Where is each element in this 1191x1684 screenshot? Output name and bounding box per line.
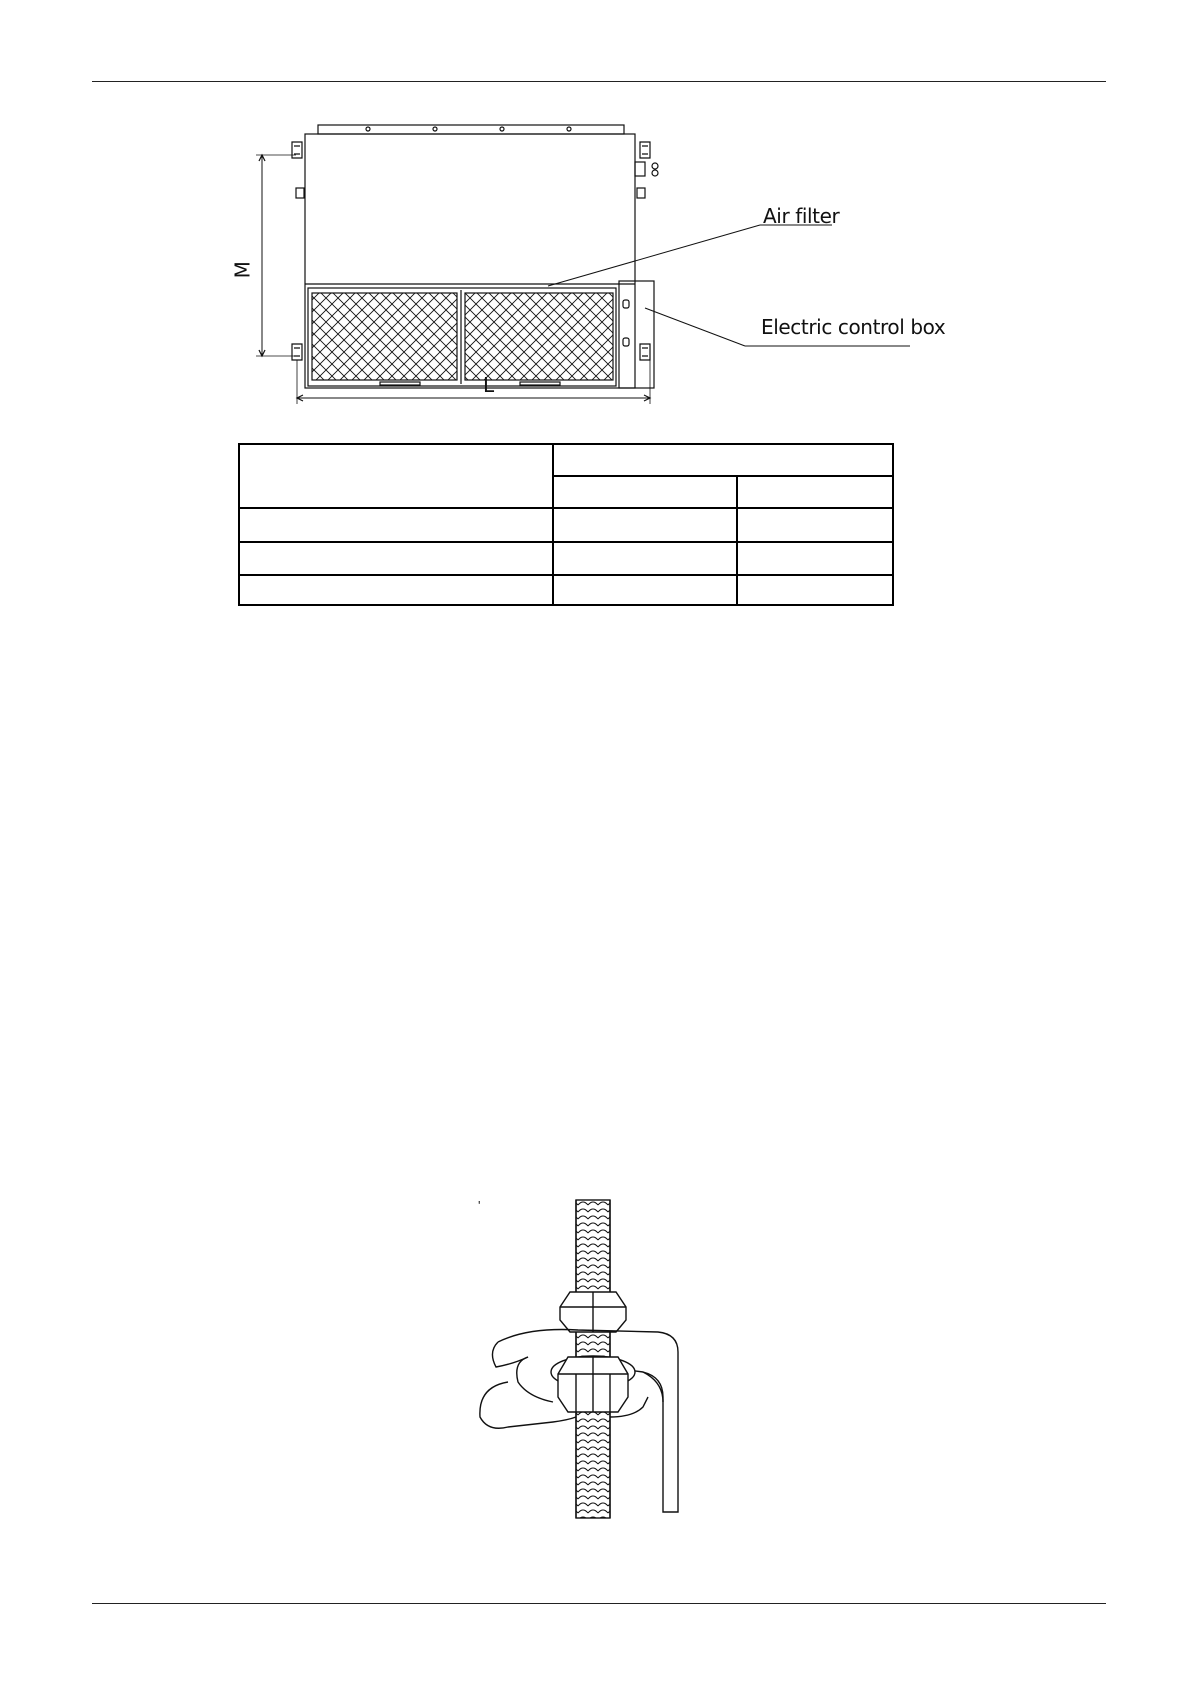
table-cell <box>553 444 893 476</box>
stray-mark: ' <box>478 1198 481 1213</box>
table-cell <box>737 476 893 508</box>
unit-front-view-diagram <box>230 118 970 418</box>
table-row <box>239 575 893 605</box>
filter-panel-left <box>312 293 457 380</box>
air-filter-leader <box>548 225 760 286</box>
table-cell <box>737 575 893 605</box>
hanger-bracket <box>292 344 302 360</box>
table-cell <box>239 508 553 542</box>
table-cell <box>553 508 737 542</box>
dimension-table <box>238 443 894 606</box>
table-cell <box>553 476 737 508</box>
table-row <box>239 444 893 476</box>
hanging-rod-diagram <box>468 1192 708 1532</box>
top-hole <box>500 127 504 131</box>
table-cell <box>737 542 893 575</box>
ecb-leader <box>645 308 745 346</box>
air-filter-label: Air filter <box>763 204 840 228</box>
top-hole <box>433 127 437 131</box>
table-cell <box>553 542 737 575</box>
hanger-bracket <box>640 142 650 158</box>
footer-rule <box>92 1603 1106 1604</box>
header-rule <box>92 81 1106 82</box>
hanger-bracket <box>292 142 302 158</box>
table-cell <box>239 575 553 605</box>
electric-control-box-shape <box>619 281 654 388</box>
table-cell <box>553 575 737 605</box>
hanger-bracket <box>640 344 650 360</box>
table-row <box>239 542 893 575</box>
top-hole <box>567 127 571 131</box>
top-hole <box>366 127 370 131</box>
table-row <box>239 508 893 542</box>
table-cell <box>737 508 893 542</box>
top-strip <box>318 125 624 134</box>
table-cell <box>239 542 553 575</box>
dimension-m-label: M <box>230 261 255 279</box>
dimension-l-label: L <box>483 373 494 397</box>
electric-control-box-label: Electric control box <box>761 315 946 339</box>
table-cell <box>239 444 553 508</box>
filter-panel-right <box>465 293 613 380</box>
